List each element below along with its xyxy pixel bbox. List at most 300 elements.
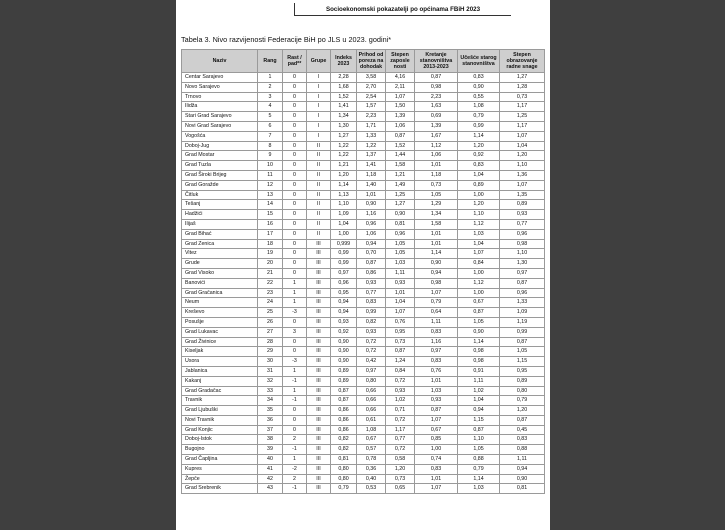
cell-indeks: 0,99 [331,259,357,269]
table-row [182,268,545,278]
cell-rast: 0 [283,131,307,141]
cell-naziv: Kakanj [182,376,258,386]
cell-naziv: Grad Goražde [182,180,258,190]
table-row [182,435,545,445]
cell-kretanje: 0,69 [415,112,458,122]
cell-obrazovanje: 0,88 [500,445,545,455]
cell-rang: 31 [258,366,283,376]
cell-kretanje: 0,90 [415,259,458,269]
cell-indeks: 1,10 [331,200,357,210]
cell-rang: 29 [258,347,283,357]
cell-ucesce: 1,00 [458,268,500,278]
cell-grupe: III [307,337,331,347]
table-row [182,396,545,406]
cell-ucesce: 1,20 [458,200,500,210]
cell-grupe: I [307,131,331,141]
cell-prihod: 0,40 [357,474,386,484]
cell-zaposlenost: 0,72 [386,376,415,386]
cell-grupe: III [307,396,331,406]
cell-rang: 30 [258,357,283,367]
cell-naziv: Grad Lukavac [182,327,258,337]
cell-rang: 17 [258,229,283,239]
cell-ucesce: 0,91 [458,366,500,376]
col-header-ucesce: Učešće starog stanovništva [458,50,500,73]
cell-rast: 0 [283,73,307,83]
cell-prihod: 0,96 [357,219,386,229]
table-row [182,141,545,151]
cell-rang: 24 [258,298,283,308]
cell-grupe: III [307,298,331,308]
table-row [182,180,545,190]
cell-rang: 41 [258,464,283,474]
cell-indeks: 1,68 [331,82,357,92]
cell-kretanje: 0,76 [415,366,458,376]
cell-naziv: Usora [182,357,258,367]
cell-rast: 0 [283,406,307,416]
cell-grupe: II [307,170,331,180]
cell-prihod: 0,72 [357,337,386,347]
cell-grupe: III [307,386,331,396]
cell-rast: 0 [283,121,307,131]
cell-rang: 11 [258,170,283,180]
cell-zaposlenost: 0,90 [386,210,415,220]
cell-rang: 36 [258,415,283,425]
cell-ucesce: 0,79 [458,464,500,474]
cell-zaposlenost: 4,16 [386,73,415,83]
cell-prihod: 0,97 [357,366,386,376]
cell-ucesce: 1,03 [458,484,500,494]
cell-obrazovanje: 1,10 [500,249,545,259]
cell-naziv: Bugojno [182,445,258,455]
cell-ucesce: 1,12 [458,278,500,288]
cell-rast: -3 [283,357,307,367]
cell-rast: 0 [283,229,307,239]
cell-ucesce: 1,10 [458,435,500,445]
cell-rang: 16 [258,219,283,229]
cell-kretanje: 1,07 [415,484,458,494]
cell-indeks: 0,80 [331,474,357,484]
cell-rast: 0 [283,210,307,220]
cell-rast: 1 [283,298,307,308]
cell-ucesce: 1,04 [458,170,500,180]
table-row [182,317,545,327]
cell-ucesce: 0,90 [458,327,500,337]
cell-rang: 35 [258,406,283,416]
cell-ucesce: 1,04 [458,239,500,249]
table-row [182,259,545,269]
table-row [182,278,545,288]
cell-rang: 32 [258,376,283,386]
page-header [294,3,511,16]
cell-kretanje: 0,64 [415,308,458,318]
cell-rang: 18 [258,239,283,249]
cell-rang: 27 [258,327,283,337]
cell-zaposlenost: 0,58 [386,455,415,465]
cell-indeks: 1,27 [331,131,357,141]
cell-zaposlenost: 1,05 [386,249,415,259]
table-row [182,327,545,337]
table-row [182,376,545,386]
cell-grupe: II [307,200,331,210]
cell-grupe: III [307,425,331,435]
cell-rast: 0 [283,347,307,357]
col-header-rast: Rast / pad** [283,50,307,73]
cell-indeks: 0,94 [331,308,357,318]
cell-obrazovanje: 0,73 [500,92,545,102]
cell-zaposlenost: 0,72 [386,445,415,455]
cell-ucesce: 1,11 [458,376,500,386]
table-row [182,73,545,83]
cell-obrazovanje: 0,89 [500,376,545,386]
cell-rast: 0 [283,415,307,425]
cell-ucesce: 0,99 [458,121,500,131]
cell-zaposlenost: 0,93 [386,386,415,396]
cell-rast: 0 [283,141,307,151]
cell-indeks: 1,41 [331,102,357,112]
cell-naziv: Grad Visoko [182,268,258,278]
cell-kretanje: 1,01 [415,239,458,249]
cell-kretanje: 0,94 [415,268,458,278]
cell-rang: 34 [258,396,283,406]
cell-indeks: 0,90 [331,337,357,347]
cell-rast: 0 [283,112,307,122]
cell-obrazovanje: 0,96 [500,229,545,239]
table-row [182,298,545,308]
cell-rast: 0 [283,425,307,435]
cell-obrazovanje: 0,77 [500,219,545,229]
cell-ucesce: 0,67 [458,298,500,308]
cell-prihod: 0,93 [357,327,386,337]
cell-ucesce: 1,20 [458,141,500,151]
cell-kretanje: 1,34 [415,210,458,220]
cell-grupe: I [307,121,331,131]
cell-ucesce: 1,14 [458,474,500,484]
cell-indeks: 0,95 [331,288,357,298]
cell-rast: 0 [283,200,307,210]
cell-grupe: III [307,415,331,425]
cell-obrazovanje: 0,93 [500,210,545,220]
cell-grupe: III [307,288,331,298]
cell-naziv: Grad Srebrenik [182,484,258,494]
cell-zaposlenost: 1,50 [386,102,415,112]
cell-zaposlenost: 0,95 [386,327,415,337]
table-row [182,357,545,367]
cell-naziv: Grad Konjic [182,425,258,435]
cell-indeks: 0,97 [331,268,357,278]
cell-grupe: II [307,161,331,171]
cell-prihod: 0,99 [357,308,386,318]
cell-naziv: Neum [182,298,258,308]
table-row [182,121,545,131]
cell-rang: 25 [258,308,283,318]
cell-ucesce: 1,03 [458,229,500,239]
cell-obrazovanje: 1,15 [500,357,545,367]
cell-indeks: 0,93 [331,317,357,327]
cell-naziv: Trnovo [182,92,258,102]
cell-indeks: 1,30 [331,121,357,131]
cell-zaposlenost: 1,44 [386,151,415,161]
cell-obrazovanje: 0,96 [500,288,545,298]
cell-grupe: III [307,464,331,474]
cell-obrazovanje: 0,99 [500,327,545,337]
cell-rang: 13 [258,190,283,200]
cell-rast: 1 [283,386,307,396]
cell-naziv: Stari Grad Sarajevo [182,112,258,122]
cell-prihod: 0,66 [357,406,386,416]
cell-prihod: 0,77 [357,288,386,298]
cell-zaposlenost: 0,84 [386,366,415,376]
cell-grupe: II [307,210,331,220]
cell-zaposlenost: 1,01 [386,288,415,298]
cell-rang: 6 [258,121,283,131]
cell-indeks: 0,92 [331,327,357,337]
cell-kretanje: 0,93 [415,396,458,406]
cell-ucesce: 1,04 [458,396,500,406]
cell-rast: 1 [283,455,307,465]
cell-grupe: III [307,445,331,455]
cell-rast: 0 [283,317,307,327]
table-row [182,474,545,484]
cell-kretanje: 1,58 [415,219,458,229]
cell-zaposlenost: 0,72 [386,415,415,425]
cell-naziv: Grad Bihać [182,229,258,239]
cell-kretanje: 1,07 [415,415,458,425]
cell-kretanje: 1,67 [415,131,458,141]
cell-rast: 1 [283,366,307,376]
cell-obrazovanje: 0,94 [500,464,545,474]
cell-grupe: II [307,190,331,200]
cell-indeks: 0,999 [331,239,357,249]
cell-prihod: 0,94 [357,239,386,249]
cell-grupe: III [307,239,331,249]
cell-zaposlenost: 0,73 [386,337,415,347]
table-row [182,102,545,112]
cell-rang: 33 [258,386,283,396]
cell-rast: 0 [283,161,307,171]
cell-ucesce: 0,94 [458,406,500,416]
cell-prihod: 1,40 [357,180,386,190]
cell-rast: -1 [283,396,307,406]
cell-rang: 3 [258,92,283,102]
table-row [182,347,545,357]
cell-zaposlenost: 1,06 [386,121,415,131]
cell-prihod: 0,72 [357,347,386,357]
cell-indeks: 0,99 [331,249,357,259]
cell-indeks: 1,22 [331,141,357,151]
cell-ucesce: 0,92 [458,151,500,161]
table-row [182,288,545,298]
cell-kretanje: 1,16 [415,337,458,347]
table-body [182,73,545,494]
cell-grupe: III [307,474,331,484]
cell-rang: 23 [258,288,283,298]
cell-naziv: Ilijaš [182,219,258,229]
cell-kretanje: 1,29 [415,200,458,210]
col-header-prihod: Prihod od poreza na dohodak [357,50,386,73]
cell-indeks: 0,86 [331,415,357,425]
cell-zaposlenost: 0,96 [386,229,415,239]
cell-obrazovanje: 1,30 [500,259,545,269]
cell-naziv: Grad Ljubuški [182,406,258,416]
cell-naziv: Doboj-Istok [182,435,258,445]
cell-prihod: 0,80 [357,376,386,386]
cell-kretanje: 1,00 [415,445,458,455]
cell-indeks: 0,82 [331,435,357,445]
cell-obrazovanje: 0,89 [500,200,545,210]
cell-rang: 40 [258,455,283,465]
cell-zaposlenost: 0,76 [386,317,415,327]
cell-prihod: 0,42 [357,357,386,367]
cell-ucesce: 0,98 [458,347,500,357]
cell-ucesce: 0,90 [458,82,500,92]
cell-kretanje: 0,98 [415,82,458,92]
table-row [182,337,545,347]
cell-indeks: 1,22 [331,151,357,161]
cell-rast: 0 [283,170,307,180]
cell-naziv: Vitez [182,249,258,259]
cell-rast: 0 [283,82,307,92]
cell-rang: 21 [258,268,283,278]
cell-rang: 15 [258,210,283,220]
cell-rang: 28 [258,337,283,347]
cell-rast: 0 [283,102,307,112]
cell-kretanje: 0,85 [415,435,458,445]
cell-indeks: 0,89 [331,376,357,386]
cell-kretanje: 1,63 [415,102,458,112]
cell-obrazovanje: 1,20 [500,406,545,416]
cell-kretanje: 0,73 [415,180,458,190]
cell-prihod: 0,83 [357,298,386,308]
cell-zaposlenost: 1,27 [386,200,415,210]
cell-naziv: Kreševo [182,308,258,318]
cell-grupe: III [307,435,331,445]
cell-prihod: 0,70 [357,249,386,259]
cell-grupe: III [307,317,331,327]
cell-zaposlenost: 1,25 [386,190,415,200]
cell-ucesce: 1,00 [458,190,500,200]
table-header-row [182,50,545,73]
cell-naziv: Kiseljak [182,347,258,357]
cell-grupe: II [307,141,331,151]
cell-zaposlenost: 1,03 [386,259,415,269]
cell-naziv: Grad Gračanica [182,288,258,298]
cell-obrazovanje: 1,20 [500,151,545,161]
cell-indeks: 1,09 [331,210,357,220]
cell-zaposlenost: 0,73 [386,474,415,484]
cell-grupe: I [307,112,331,122]
cell-indeks: 1,52 [331,92,357,102]
cell-grupe: III [307,278,331,288]
cell-prihod: 1,37 [357,151,386,161]
cell-ucesce: 0,83 [458,161,500,171]
cell-naziv: Ilidža [182,102,258,112]
cell-obrazovanje: 1,35 [500,190,545,200]
cell-zaposlenost: 1,04 [386,298,415,308]
cell-ucesce: 0,88 [458,455,500,465]
col-header-indeks: Indeks 2023 [331,50,357,73]
cell-kretanje: 0,83 [415,357,458,367]
cell-indeks: 0,94 [331,298,357,308]
cell-prihod: 0,82 [357,317,386,327]
table-row [182,386,545,396]
cell-ucesce: 0,89 [458,180,500,190]
col-header-zaposlenost: Stepen zaposle nosti [386,50,415,73]
cell-ucesce: 0,87 [458,308,500,318]
cell-obrazovanje: 0,81 [500,484,545,494]
table-row [182,219,545,229]
cell-kretanje: 1,01 [415,474,458,484]
cell-rast: 0 [283,239,307,249]
cell-kretanje: 0,83 [415,327,458,337]
document-page [176,0,550,530]
cell-indeks: 1,04 [331,219,357,229]
cell-indeks: 0,82 [331,445,357,455]
cell-ucesce: 1,10 [458,210,500,220]
cell-prihod: 0,67 [357,435,386,445]
cell-prihod: 1,33 [357,131,386,141]
cell-naziv: Grad Gradačac [182,386,258,396]
cell-indeks: 1,14 [331,180,357,190]
cell-obrazovanje: 0,87 [500,278,545,288]
cell-ucesce: 1,00 [458,288,500,298]
cell-ucesce: 1,12 [458,219,500,229]
table-row [182,161,545,171]
cell-indeks: 0,87 [331,386,357,396]
cell-indeks: 0,80 [331,464,357,474]
cell-ucesce: 0,84 [458,259,500,269]
cell-indeks: 0,87 [331,396,357,406]
cell-kretanje: 0,83 [415,464,458,474]
cell-rang: 26 [258,317,283,327]
cell-prihod: 2,70 [357,82,386,92]
cell-grupe: III [307,357,331,367]
cell-rang: 5 [258,112,283,122]
table-row [182,82,545,92]
cell-ucesce: 1,05 [458,317,500,327]
table-row [182,464,545,474]
cell-prihod: 2,23 [357,112,386,122]
cell-naziv: Grad Zenica [182,239,258,249]
cell-kretanje: 1,01 [415,229,458,239]
cell-obrazovanje: 0,90 [500,474,545,484]
cell-ucesce: 1,14 [458,337,500,347]
col-header-rang: Rang [258,50,283,73]
cell-rast: 0 [283,180,307,190]
page-header-title: Socioekonomski pokazatelji po općinama FBiH 2023 [325,5,481,13]
cell-rang: 38 [258,435,283,445]
cell-rast: -2 [283,464,307,474]
cell-indeks: 0,81 [331,455,357,465]
table-row [182,131,545,141]
cell-kretanje: 0,87 [415,73,458,83]
cell-prihod: 1,71 [357,121,386,131]
cell-kretanje: 1,05 [415,190,458,200]
table-row [182,239,545,249]
table-row [182,484,545,494]
cell-rast: -1 [283,445,307,455]
cell-grupe: III [307,268,331,278]
cell-rast: 0 [283,190,307,200]
cell-grupe: III [307,406,331,416]
cell-prihod: 0,66 [357,386,386,396]
table-row [182,455,545,465]
cell-obrazovanje: 1,25 [500,112,545,122]
cell-zaposlenost: 1,39 [386,112,415,122]
development-table [181,49,545,494]
cell-naziv: Grad Tuzla [182,161,258,171]
cell-grupe: I [307,82,331,92]
cell-rang: 10 [258,161,283,171]
